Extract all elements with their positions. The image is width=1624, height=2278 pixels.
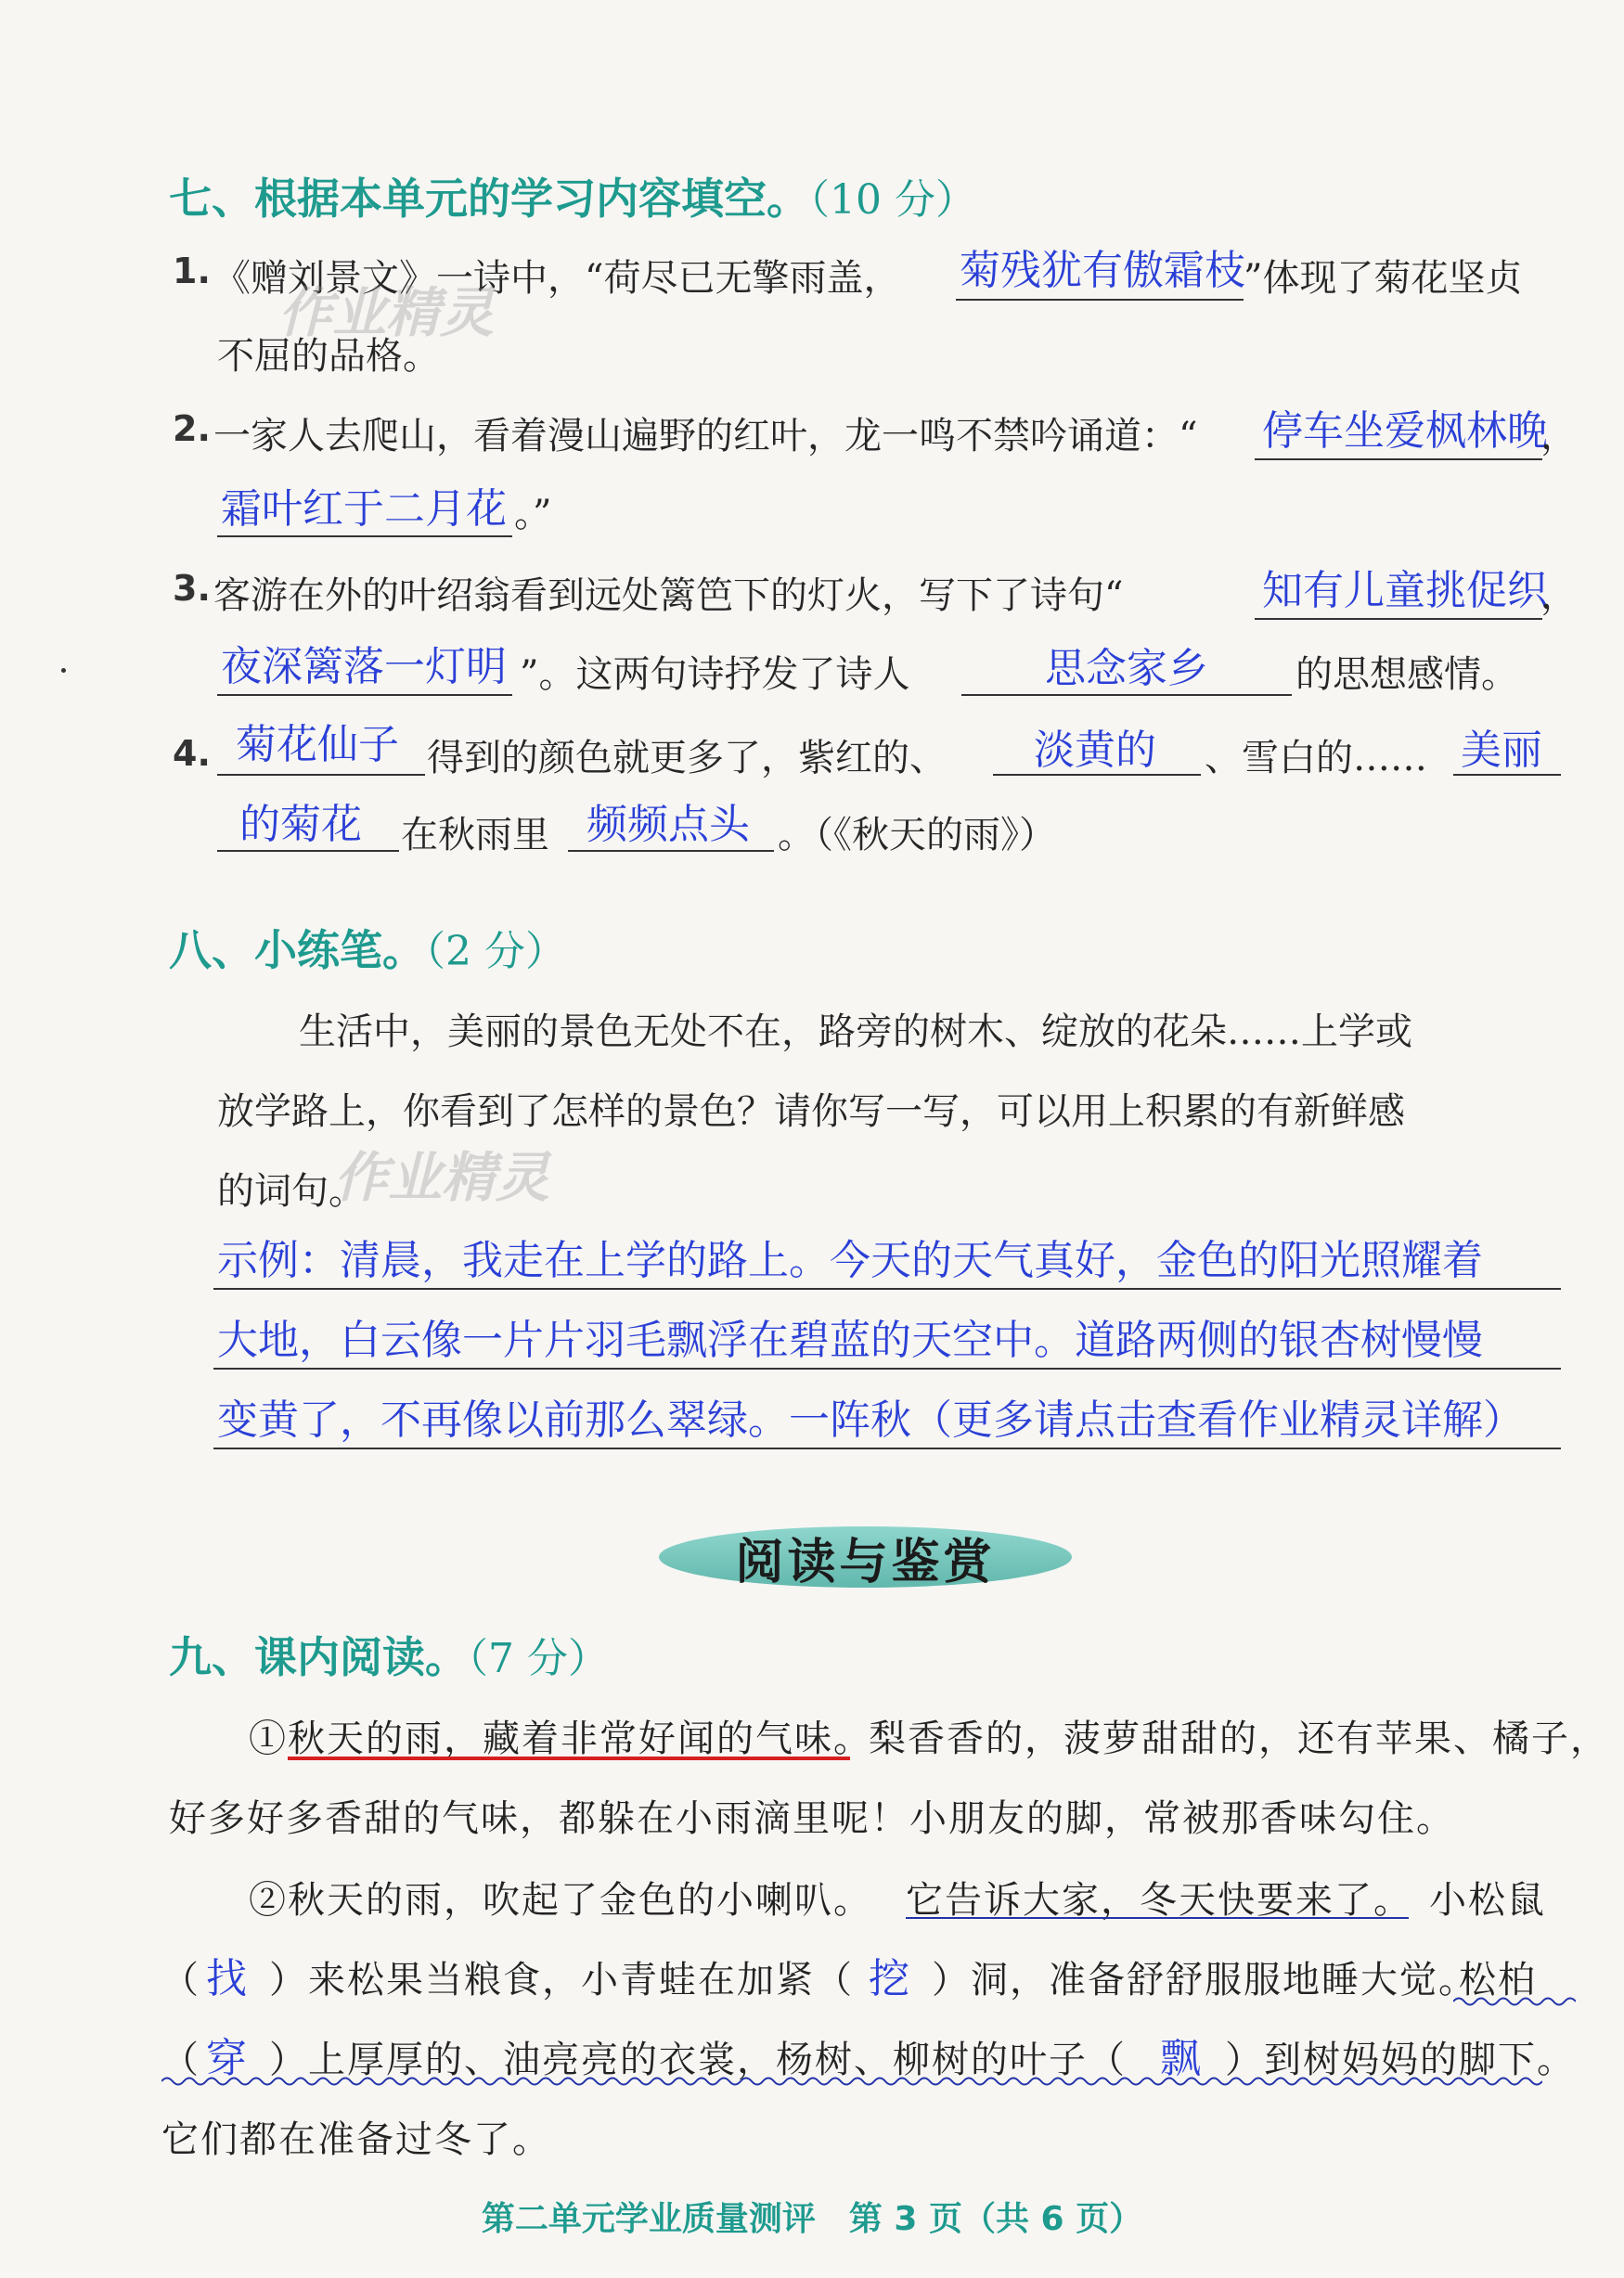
prompt-8-line-3: 的词句。 (217, 1170, 366, 1213)
section-9-heading (169, 1624, 609, 1685)
section-8-title: 八、小练笔。 (169, 925, 425, 975)
section-8-score: （2 分） (425, 928, 566, 975)
question-2-text-end: 。” (514, 493, 552, 535)
question-4-blank-1 (217, 774, 425, 776)
section-7-title: 七、根据本单元的学习内容填空。 (169, 174, 809, 224)
paragraph-1-line-1a: ①秋天的雨，藏着非常好闻的气味。 (249, 1718, 872, 1760)
paragraph-2-line-2c: ）洞，准备舒舒服服地睡大觉。 (932, 1959, 1477, 2001)
section-9-title: 九、课内阅读。 (169, 1632, 468, 1682)
question-1-blank (956, 299, 1244, 301)
page-footer: 第二单元学业质量测评 第 3 页（共 6 页） (481, 2200, 1143, 2238)
question-1-text-c: 不屈的品格。 (217, 335, 440, 378)
question-1-answer: 菊残犹有傲霜枝 (960, 247, 1245, 294)
question-2-number: 2. (173, 408, 211, 449)
question-4-blank-2 (993, 774, 1201, 776)
fill-blank-1: 找 (206, 1955, 247, 2002)
question-4-answer-1: 菊花仙子 (236, 721, 399, 768)
question-1-text-a: 《赠刘景文》一诗中，“荷尽已无擎雨盖， (213, 257, 901, 300)
question-4-text-d: 。（《秋天的雨》） (778, 814, 1056, 856)
question-3-comma: ， (1540, 574, 1578, 617)
wavy-underline-mark (1453, 1995, 1576, 2008)
question-2-blank-2 (217, 535, 512, 537)
question-2-answer-1: 停车坐爱枫林晚 (1262, 407, 1548, 455)
fill-blank-2: 挖 (869, 1955, 909, 2002)
question-2-blank-1 (1255, 458, 1542, 460)
prompt-8-line-2: 放学路上，你看到了怎样的景色？请你写一写，可以用上积累的有新鲜感 (217, 1090, 1405, 1133)
question-4-text-b: 、雪白的…… (1205, 737, 1427, 779)
question-4-text-a: 得到的颜色就更多了，紫红的、 (427, 737, 947, 779)
question-3-answer-3: 思念家乡 (1045, 645, 1208, 692)
answer-8-line-3: 变黄了，不再像以前那么翠绿。一阵秋（更多请点击查看作业精灵详解） (217, 1396, 1524, 1444)
paragraph-2-line-2b: ）来松果当粮食，小青蛙在加紧（ (269, 1959, 854, 2001)
question-4-answer-3b: 的菊花 (239, 801, 362, 848)
question-1-number: 1. (173, 251, 211, 291)
answer-8-rule-2 (213, 1368, 1561, 1370)
question-4-answer-2: 淡黄的 (1034, 727, 1156, 774)
paragraph-2-line-1a: ②秋天的雨，吹起了金色的小喇叭。 (249, 1879, 872, 1922)
question-4-blank-3b (217, 850, 399, 852)
paragraph-2-line-2d: 松柏 (1459, 1959, 1537, 2001)
answer-8-line-1: 示例：清晨，我走在上学的路上。今天的天气真好，金色的阳光照耀着 (217, 1237, 1483, 1284)
question-4-number: 4. (173, 733, 211, 774)
question-4-answer-3a: 美丽 (1461, 727, 1542, 774)
paragraph-2-line-1c: 小松鼠 (1429, 1879, 1546, 1922)
question-2-answer-2: 霜叶红于二月花 (221, 485, 507, 533)
fill-blank-3: 穿 (206, 2035, 247, 2082)
question-3-blank-1 (1255, 618, 1542, 620)
question-3-number: 3. (173, 568, 211, 609)
answer-8-rule-1 (213, 1288, 1561, 1290)
question-3-text-c: 的思想感情。 (1295, 653, 1518, 696)
question-4-text-c: 在秋雨里 (401, 814, 549, 856)
paragraph-1-line-2: 好多好多香甜的气味，都躲在小雨滴里呢！小朋友的脚，常被那香味勾住。 (169, 1797, 1455, 1840)
question-4-blank-4 (568, 850, 774, 852)
section-9-score: （7 分） (468, 1635, 609, 1682)
answer-8-rule-3 (213, 1448, 1561, 1449)
question-2-text-a: 一家人去爬山，看着漫山遍野的红叶，龙一鸣不禁吟诵道：“ (213, 415, 1198, 457)
question-3-text-a: 客游在外的叶绍翁看到远处篱笆下的灯火，写下了诗句“ (213, 574, 1124, 617)
paragraph-2-line-3b: ）上厚厚的、油亮亮的衣裳，杨树、柳树的叶子（ (269, 2039, 1127, 2081)
answer-8-line-2: 大地，白云像一片片羽毛飘浮在碧蓝的天空中。道路两侧的银杏树慢慢 (217, 1317, 1483, 1364)
paragraph-1-line-1b: 梨香香的，菠萝甜甜的，还有苹果、橘子， (869, 1718, 1609, 1760)
section-8-heading (169, 917, 566, 978)
margin-dot (61, 668, 66, 673)
blue-underline-mark (906, 1917, 1409, 1919)
section-7-score: （10 分） (809, 176, 976, 224)
section-7-heading (169, 165, 976, 226)
question-4-answer-4: 频频点头 (586, 801, 750, 848)
question-2-comma: ， (1540, 415, 1578, 457)
reading-banner-title: 阅读与鉴赏 (735, 1535, 996, 1590)
question-3-text-b: ”。这两句诗抒发了诗人 (520, 653, 910, 696)
question-3-answer-1: 知有儿童挑促织 (1262, 567, 1548, 614)
wavy-underline-mark (161, 2075, 1542, 2088)
question-3-answer-2: 夜深篱落一灯明 (221, 643, 507, 690)
watermark: 作业精灵 (278, 281, 495, 344)
paragraph-2-line-3c: ）到树妈妈的脚下。 (1225, 2039, 1576, 2081)
prompt-8-line-1: 生活中，美丽的景色无处不在，路旁的树木、绽放的花朵……上学或 (299, 1010, 1412, 1053)
question-3-blank-3 (961, 694, 1292, 696)
fill-blank-4: 飘 (1160, 2035, 1201, 2082)
watermark: 作业精灵 (334, 1146, 550, 1209)
paragraph-2-line-2a: （ (161, 1959, 200, 2001)
paragraph-2-line-3a: （ (161, 2039, 200, 2081)
question-4-blank-3a (1453, 774, 1561, 776)
question-1-text-b: ”体现了菊花坚贞 (1244, 257, 1523, 300)
question-3-blank-2 (217, 694, 512, 696)
red-underline-mark (288, 1757, 850, 1760)
paragraph-2-line-4: 它们都在准备过冬了。 (161, 2118, 551, 2161)
paragraph-2-line-1b: 它告诉大家，冬天快要来了。 (906, 1879, 1412, 1922)
